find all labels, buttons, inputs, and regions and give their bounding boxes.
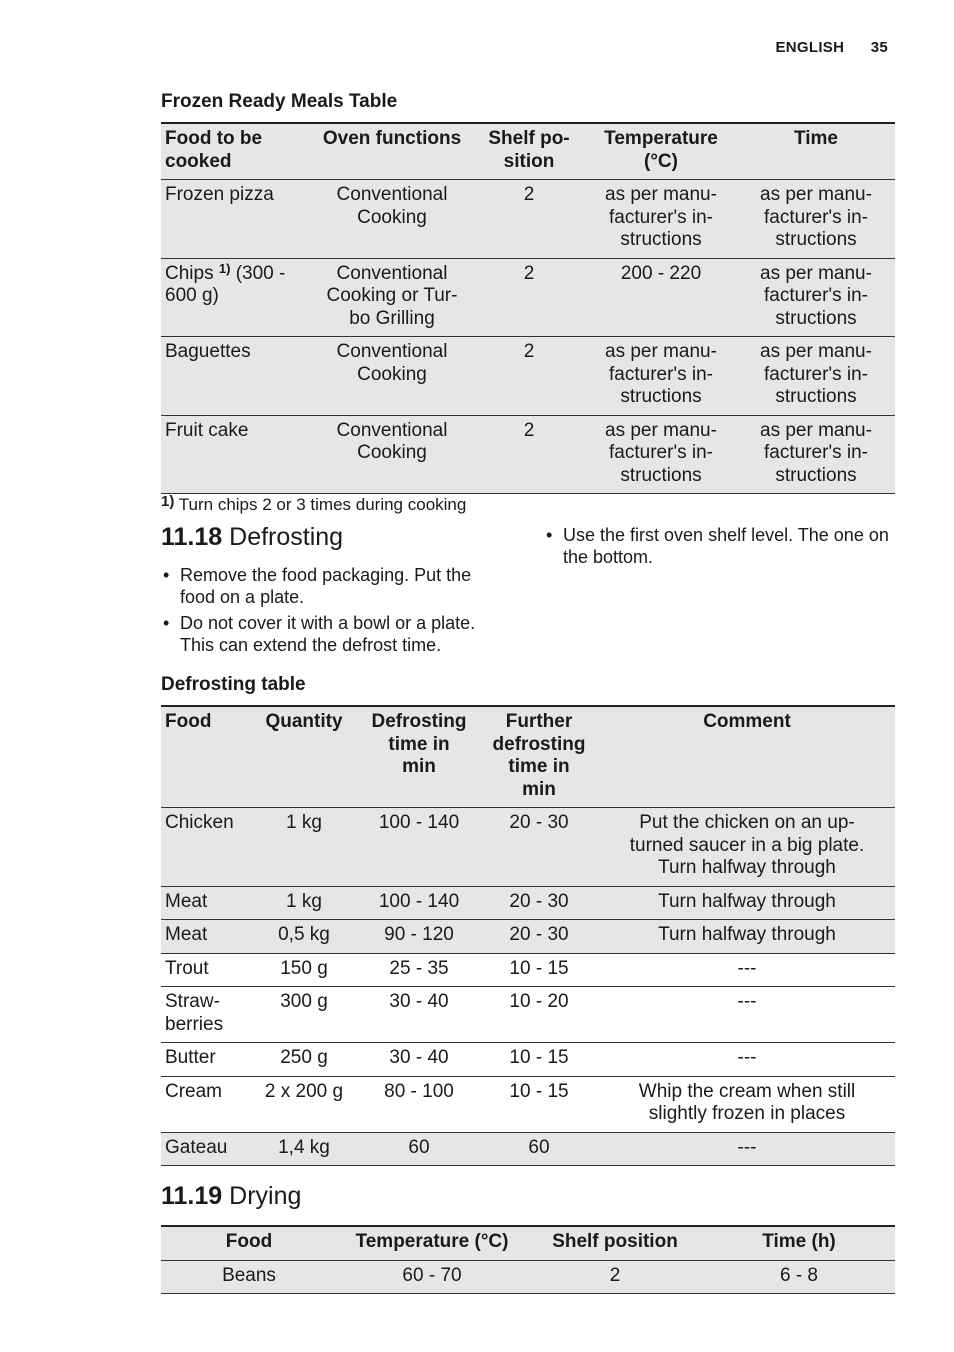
table-cell: 30 - 40 [359, 987, 479, 1043]
section-number: 11.18 [161, 523, 223, 551]
table-row [161, 808, 895, 887]
table-cell: 20 - 30 [479, 808, 599, 887]
header-cell: Shelf po- sition [473, 123, 585, 180]
header-cell: Oven functions [311, 123, 473, 180]
table-cell: Turn halfway through [599, 920, 895, 954]
table-cell: --- [599, 1132, 895, 1166]
table-cell: 80 - 100 [359, 1076, 479, 1132]
header-cell: Food to be cooked [161, 123, 311, 180]
table-row [161, 886, 895, 920]
table-cell: 60 [479, 1132, 599, 1166]
defrost-table-caption: Defrosting table [161, 674, 306, 695]
footnote-ref: 1) [218, 260, 231, 276]
language-label: ENGLISH [775, 39, 845, 56]
table-cell: 20 - 30 [479, 886, 599, 920]
table-cell: Frozen pizza [161, 180, 311, 259]
drying-table [161, 1225, 895, 1294]
table-header-row [161, 706, 895, 808]
table-cell: 2 [473, 337, 585, 416]
section-heading-drying [161, 1182, 301, 1211]
table-cell: --- [599, 1043, 895, 1077]
table-cell: as per manu- facturer's in- structions [585, 180, 737, 259]
header-cell: Temperature (°C) [337, 1226, 527, 1260]
table-cell: Butter [161, 1043, 249, 1077]
table-cell: as per manu- facturer's in- structions [737, 180, 895, 259]
table-cell: Conventional Cooking or Tur- bo Grilling [311, 258, 473, 337]
list-item: • Remove the food packaging. Put the food on a plate. [161, 565, 511, 608]
table-cell: Baguettes [161, 337, 311, 416]
section-number: 11.19 [161, 1182, 223, 1210]
header-cell: Temperature (°C) [585, 123, 737, 180]
table-cell: Put the chicken on an up- turned saucer in a big plate. Turn halfway through [599, 808, 895, 887]
list-item: • Use the first oven shelf level. The one on the bottom. [544, 525, 894, 568]
table-cell: Trout [161, 953, 249, 987]
table-cell: 6 - 8 [703, 1260, 895, 1294]
table-cell: 250 g [249, 1043, 359, 1077]
footnote-mark: 1) [161, 493, 175, 510]
table-cell: 0,5 kg [249, 920, 359, 954]
table-cell: 20 - 30 [479, 920, 599, 954]
table-row [161, 180, 895, 259]
table-cell: 90 - 120 [359, 920, 479, 954]
frozen-table-caption: Frozen Ready Meals Table [161, 91, 398, 112]
table-cell: 60 [359, 1132, 479, 1166]
table-row [161, 1132, 895, 1166]
table-cell: 10 - 15 [479, 1076, 599, 1132]
table-cell: 300 g [249, 987, 359, 1043]
defrosting-table [161, 705, 895, 1166]
header-cell: Comment [599, 706, 895, 808]
table-cell: Fruit cake [161, 415, 311, 494]
table-row [161, 920, 895, 954]
table-cell: 10 - 15 [479, 1043, 599, 1077]
list-item: • Do not cover it with a bowl or a plate. This can extend the defrost time. [161, 613, 511, 656]
footnote-text: Turn chips 2 or 3 times during cooking [178, 495, 467, 514]
footnote [161, 495, 466, 515]
table-cell: 60 - 70 [337, 1260, 527, 1294]
header-cell: Quantity [249, 706, 359, 808]
table-cell: 1,4 kg [249, 1132, 359, 1166]
table-header-row [161, 1226, 895, 1260]
table-cell: 150 g [249, 953, 359, 987]
table-cell: 25 - 35 [359, 953, 479, 987]
chips-quantity: (300 - 600 g) [165, 262, 286, 306]
table-cell: as per manu- facturer's in- structions [585, 337, 737, 416]
table-cell: 100 - 140 [359, 886, 479, 920]
header-cell: Shelf position [527, 1226, 703, 1260]
chips-label: Chips [165, 262, 214, 284]
table-cell: Meat [161, 920, 249, 954]
table-cell: as per manu- facturer's in- structions [737, 258, 895, 337]
table-row [161, 1260, 895, 1294]
table-cell: Turn halfway through [599, 886, 895, 920]
table-cell: Beans [161, 1260, 337, 1294]
table-cell: Conventional Cooking [311, 337, 473, 416]
table-cell: as per manu- facturer's in- structions [585, 415, 737, 494]
table-row [161, 953, 895, 987]
table-cell: --- [599, 987, 895, 1043]
defrost-bullets-left [161, 565, 511, 661]
table-cell: Cream [161, 1076, 249, 1132]
table-cell: Chicken [161, 808, 249, 887]
table-cell: 2 [473, 180, 585, 259]
table-row [161, 1043, 895, 1077]
table-row [161, 258, 895, 337]
table-cell: 1 kg [249, 808, 359, 887]
table-row [161, 1076, 895, 1132]
header-cell: Time (h) [703, 1226, 895, 1260]
table-cell: Straw- berries [161, 987, 249, 1043]
table-row [161, 987, 895, 1043]
table-cell: Gateau [161, 1132, 249, 1166]
table-cell: Whip the cream when still slightly frozen in places [599, 1076, 895, 1132]
table-cell: 2 [473, 258, 585, 337]
page-header [753, 39, 888, 56]
table-cell: 200 - 220 [585, 258, 737, 337]
table-cell: as per manu- facturer's in- structions [737, 415, 895, 494]
table-cell: --- [599, 953, 895, 987]
table-header-row [161, 123, 895, 180]
table-cell: Conventional Cooking [311, 415, 473, 494]
section-title: Defrosting [229, 523, 344, 551]
table-cell: 2 [527, 1260, 703, 1294]
table-row [161, 337, 895, 416]
header-cell: Food [161, 1226, 337, 1260]
header-cell: Time [737, 123, 895, 180]
table-cell: 1 kg [249, 886, 359, 920]
table-cell: 2 [473, 415, 585, 494]
table-cell: Meat [161, 886, 249, 920]
table-cell: as per manu- facturer's in- structions [737, 337, 895, 416]
table-cell: 10 - 20 [479, 987, 599, 1043]
header-cell: Further defrosting time in min [479, 706, 599, 808]
defrost-bullets-right [544, 525, 894, 573]
table-cell: 30 - 40 [359, 1043, 479, 1077]
table-cell: 100 - 140 [359, 808, 479, 887]
table-cell: 10 - 15 [479, 953, 599, 987]
page-number: 35 [870, 39, 888, 56]
section-heading-defrosting [161, 523, 343, 552]
table-cell: Conventional Cooking [311, 180, 473, 259]
table-cell: 2 x 200 g [249, 1076, 359, 1132]
table-cell [161, 258, 311, 337]
frozen-meals-table [161, 122, 895, 494]
header-cell: Food [161, 706, 249, 808]
section-title: Drying [229, 1182, 302, 1210]
table-row [161, 415, 895, 494]
header-cell: Defrosting time in min [359, 706, 479, 808]
